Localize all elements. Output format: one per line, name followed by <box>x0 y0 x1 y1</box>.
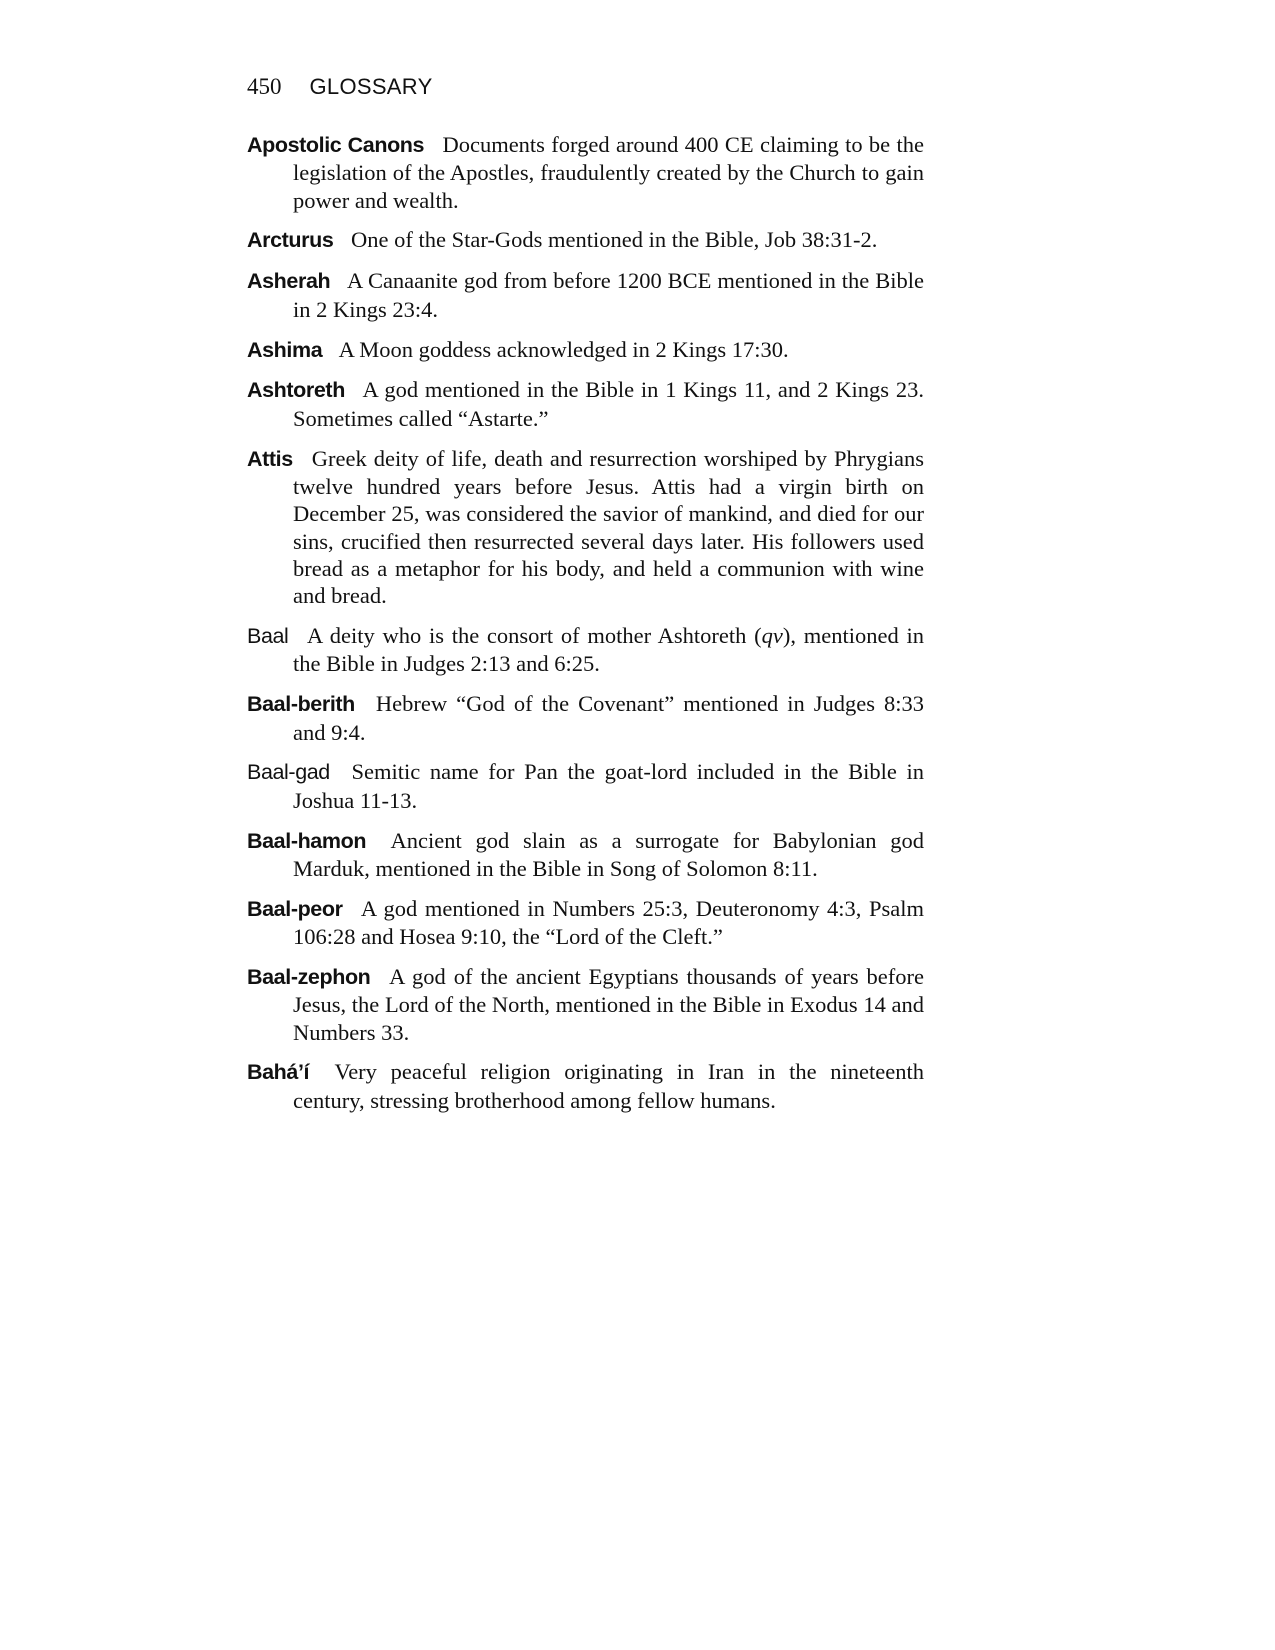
glossary-list <box>247 131 924 1127</box>
glossary-term: Asherah <box>247 269 331 294</box>
glossary-entry-ashima <box>247 336 924 364</box>
glossary-term: Baal-peor <box>247 896 343 921</box>
running-head: GLOSSARY <box>309 74 433 99</box>
glossary-entry-baal-zephon <box>247 963 924 1046</box>
page-header <box>247 74 433 100</box>
glossary-definition: Documents forged around 400 CE claiming to be the legislation of the Apostles, fraudulently created by the Church to gain power and wealth. <box>293 132 924 213</box>
glossary-term: Attis <box>247 446 293 471</box>
glossary-entry-baal-hamon <box>247 827 924 883</box>
glossary-entry-baal-gad <box>247 758 924 814</box>
glossary-entry-ashtoreth <box>247 376 924 432</box>
glossary-definition: One of the Star-Gods mentioned in the Bible, Job 38:31-2. <box>351 227 878 253</box>
glossary-definition: A Canaanite god from before 1200 BCE mentioned in the Bible in 2 Kings 23:4. <box>293 268 924 322</box>
definition-text: A deity who is the consort of mother Ashtoreth ( <box>306 623 762 649</box>
glossary-entry-apostolic-canons <box>247 131 924 214</box>
glossary-term: Apostolic Canons <box>247 133 425 157</box>
glossary-entry-baal-peor <box>247 895 924 951</box>
glossary-definition: A god mentioned in Numbers 25:3, Deuteronomy 4:3, Psalm 106:28 and Hosea 9:10, the “Lord of the Cleft.” <box>293 895 924 950</box>
glossary-entry-arcturus <box>247 226 924 254</box>
glossary-term: Bahá’í <box>247 1060 310 1085</box>
glossary-term: Baal-zephon <box>247 964 371 989</box>
glossary-definition <box>293 623 924 676</box>
glossary-definition: Very peaceful religion originating in Iran in the nineteenth century, stressing brotherhood among fellow humans. <box>293 1059 924 1113</box>
glossary-term: Baal-gad <box>247 760 330 785</box>
page-number: 450 <box>247 74 282 99</box>
glossary-entry-baal-berith <box>247 690 924 746</box>
glossary-definition: Hebrew “God of the Covenant” mentioned in Judges 8:33 and 9:4. <box>293 691 924 745</box>
glossary-definition: Ancient god slain as a surrogate for Babylonian god Marduk, mentioned in the Bible in Song of Solomon 8:11. <box>293 827 924 881</box>
glossary-term: Baal <box>247 624 289 649</box>
glossary-term: Ashtoreth <box>247 378 345 403</box>
glossary-term: Arcturus <box>247 228 334 253</box>
glossary-definition: A god mentioned in the Bible in 1 Kings 11, and 2 Kings 23. Sometimes called “Astarte.” <box>293 377 924 431</box>
definition-italic-text: qv <box>761 623 783 649</box>
glossary-entry-attis <box>247 445 924 610</box>
glossary-term: Baal-hamon <box>247 828 367 853</box>
glossary-definition: A god of the ancient Egyptians thousands of years before Jesus, the Lord of the North, mentioned in the Bible in Exodus 14 and Numbers 33. <box>293 963 924 1045</box>
glossary-term: Ashima <box>247 337 323 362</box>
glossary-definition: A Moon goddess acknowledged in 2 Kings 17:30. <box>338 336 789 362</box>
glossary-definition: Semitic name for Pan the goat-lord included in the Bible in Joshua 11-13. <box>293 759 924 813</box>
glossary-entry-bahai <box>247 1058 924 1114</box>
glossary-term: Baal-berith <box>247 692 355 717</box>
glossary-entry-baal <box>247 622 924 678</box>
definition-text: ), mentioned in the Bible in Judges 2:13 and 6:25. <box>293 623 924 677</box>
glossary-definition: Greek deity of life, death and resurrection worshiped by Phrygians twelve hundred years before Jesus. Attis had a virgin birth on December 25, was considered the savior of mankind, and died for our sins, crucified then resurrected several days later. His followers used bread as a metaphor for his body, and held a communion with wine and bread. <box>293 445 925 609</box>
glossary-entry-asherah <box>247 267 924 323</box>
